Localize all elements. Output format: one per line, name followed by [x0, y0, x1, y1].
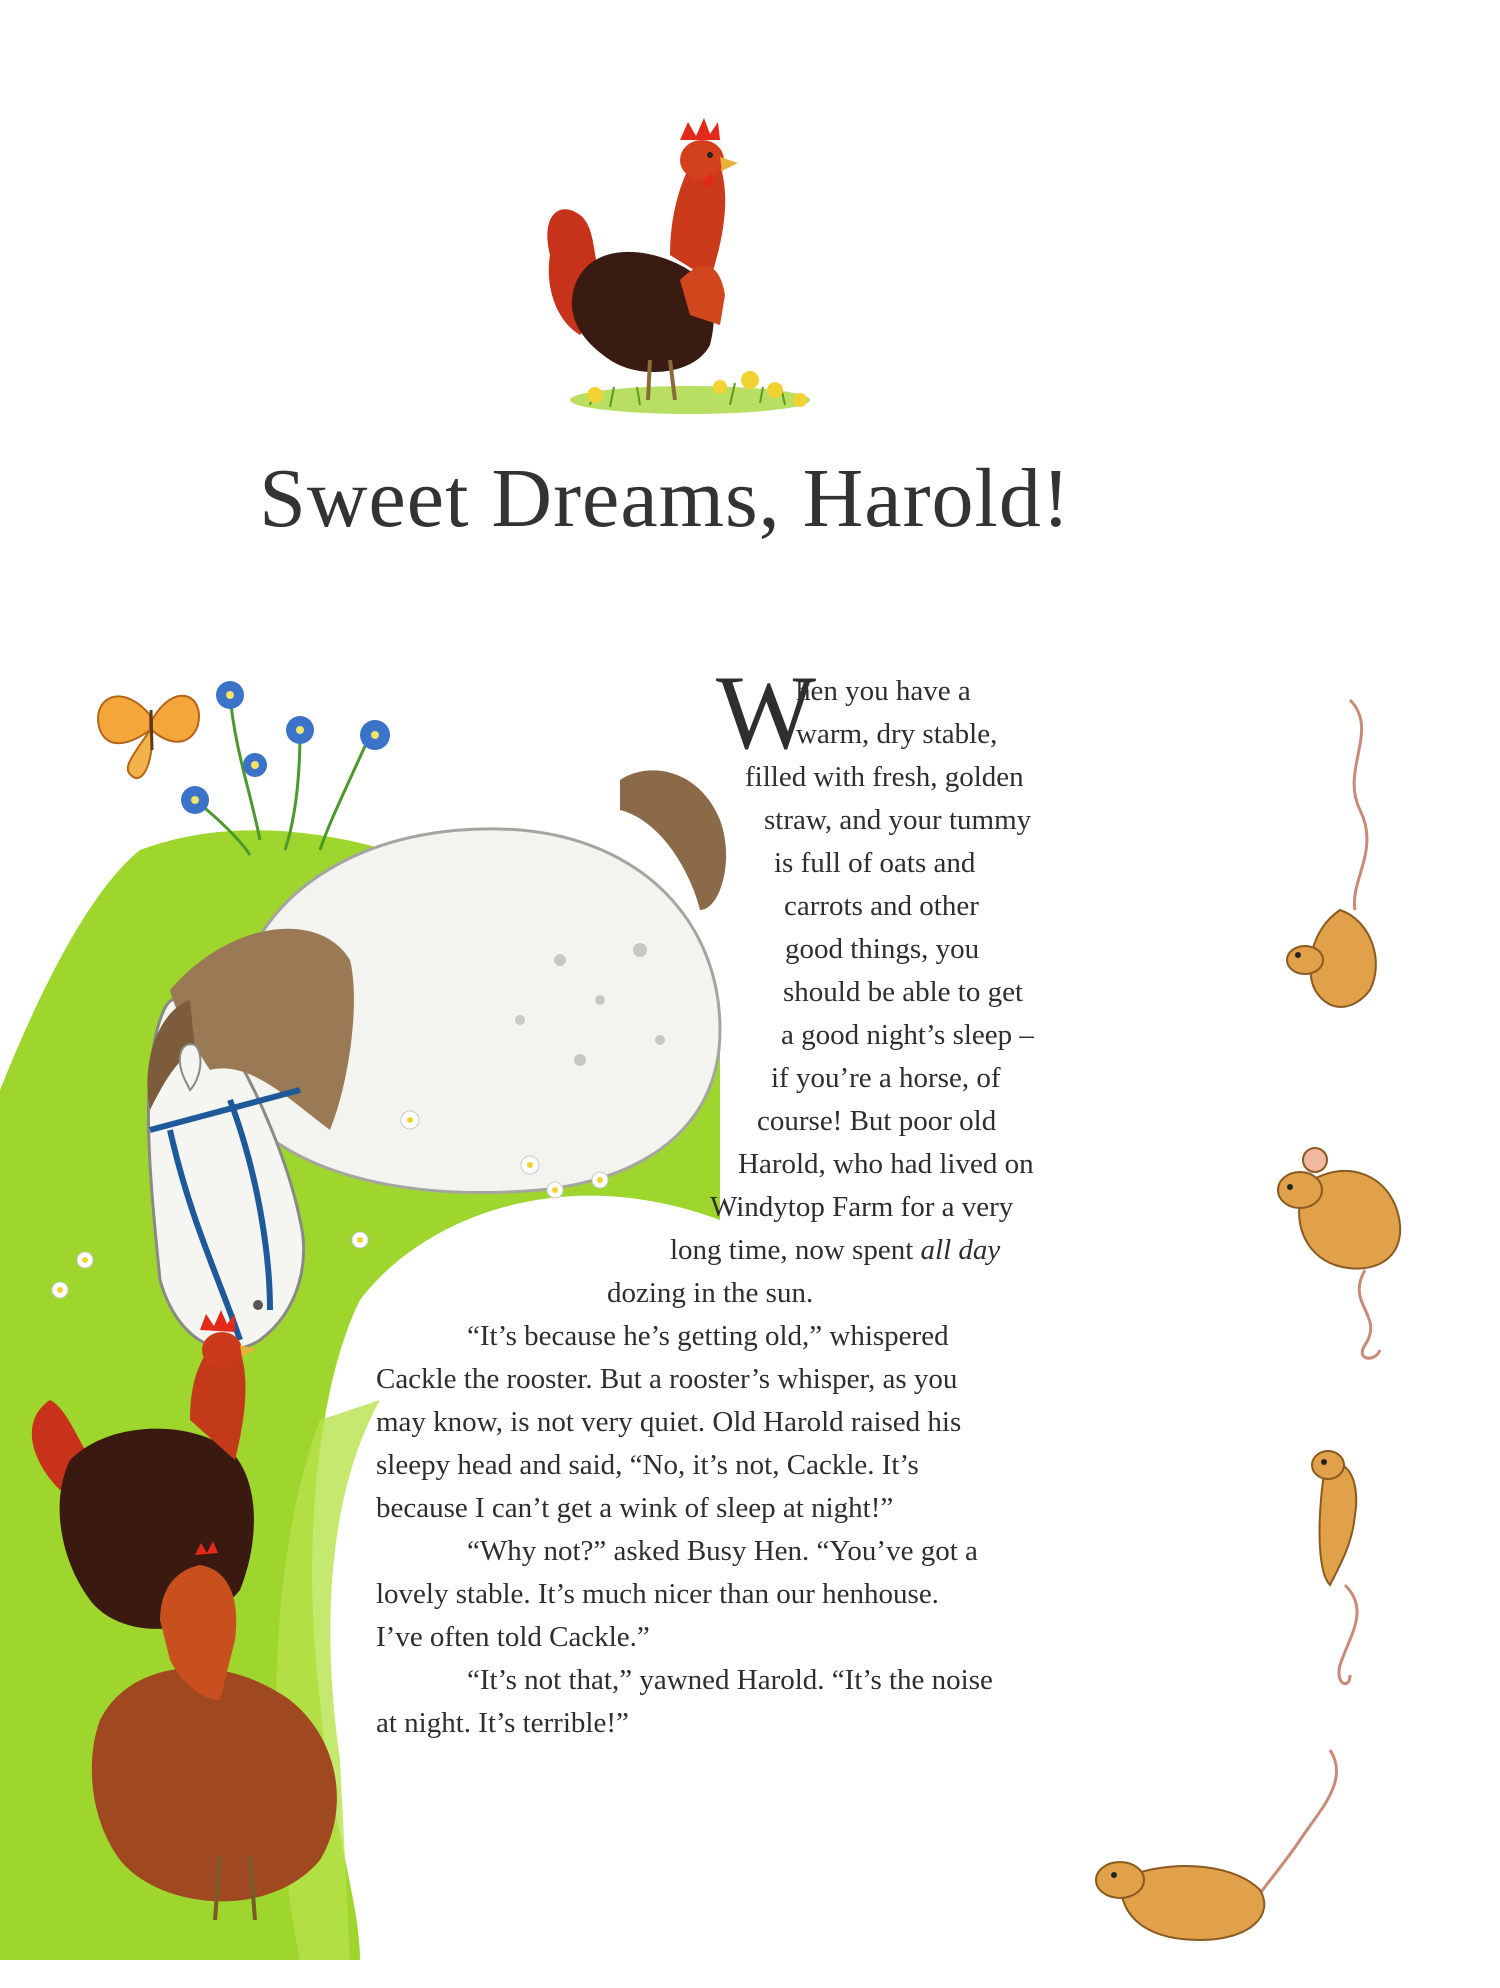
story-line: I’ve often told Cackle.”	[376, 1621, 650, 1653]
story-line: warm, dry stable,	[796, 718, 998, 750]
story-line: filled with fresh, golden	[745, 761, 1024, 793]
story-line: Harold, who had lived on	[738, 1148, 1034, 1180]
story-line: hen you have a	[796, 675, 971, 707]
story-line: should be able to get	[783, 976, 1024, 1008]
story-line: Windytop Farm for a very	[710, 1191, 1014, 1223]
story-line: sleepy head and said, “No, it’s not, Cackle. It’s	[376, 1449, 919, 1481]
story-line: course! But poor old	[757, 1105, 997, 1137]
story-line: “It’s not that,” yawned Harold. “It’s the noise	[467, 1664, 993, 1696]
story-line: carrots and other	[784, 890, 979, 922]
story-line: straw, and your tummy	[764, 804, 1032, 836]
story-emphasis: all day	[920, 1234, 1001, 1266]
story-line-text: long time, now spent	[670, 1234, 914, 1266]
story-line: is full of oats and	[774, 847, 976, 879]
story-line	[670, 1229, 1000, 1272]
story-line: if you’re a horse, of	[771, 1062, 1001, 1094]
drop-cap: W	[716, 654, 817, 771]
story-line: may know, is not very quiet. Old Harold raised his	[376, 1406, 962, 1438]
story-line: dozing in the sun.	[607, 1277, 814, 1309]
story-line: at night. It’s terrible!”	[376, 1707, 629, 1739]
page-title: Sweet Dreams, Harold!	[259, 452, 1071, 545]
story-line: “Why not?” asked Busy Hen. “You’ve got a	[467, 1535, 978, 1567]
story-line: because I can’t get a wink of sleep at night!”	[376, 1492, 894, 1524]
story-line: Cackle the rooster. But a rooster’s whisper, as you	[376, 1363, 958, 1395]
story-line: a good night’s sleep –	[781, 1019, 1034, 1051]
story-line: “It’s because he’s getting old,” whispered	[467, 1320, 949, 1352]
story-line: lovely stable. It’s much nicer than our henhouse.	[376, 1578, 939, 1610]
story-line: good things, you	[785, 933, 980, 965]
